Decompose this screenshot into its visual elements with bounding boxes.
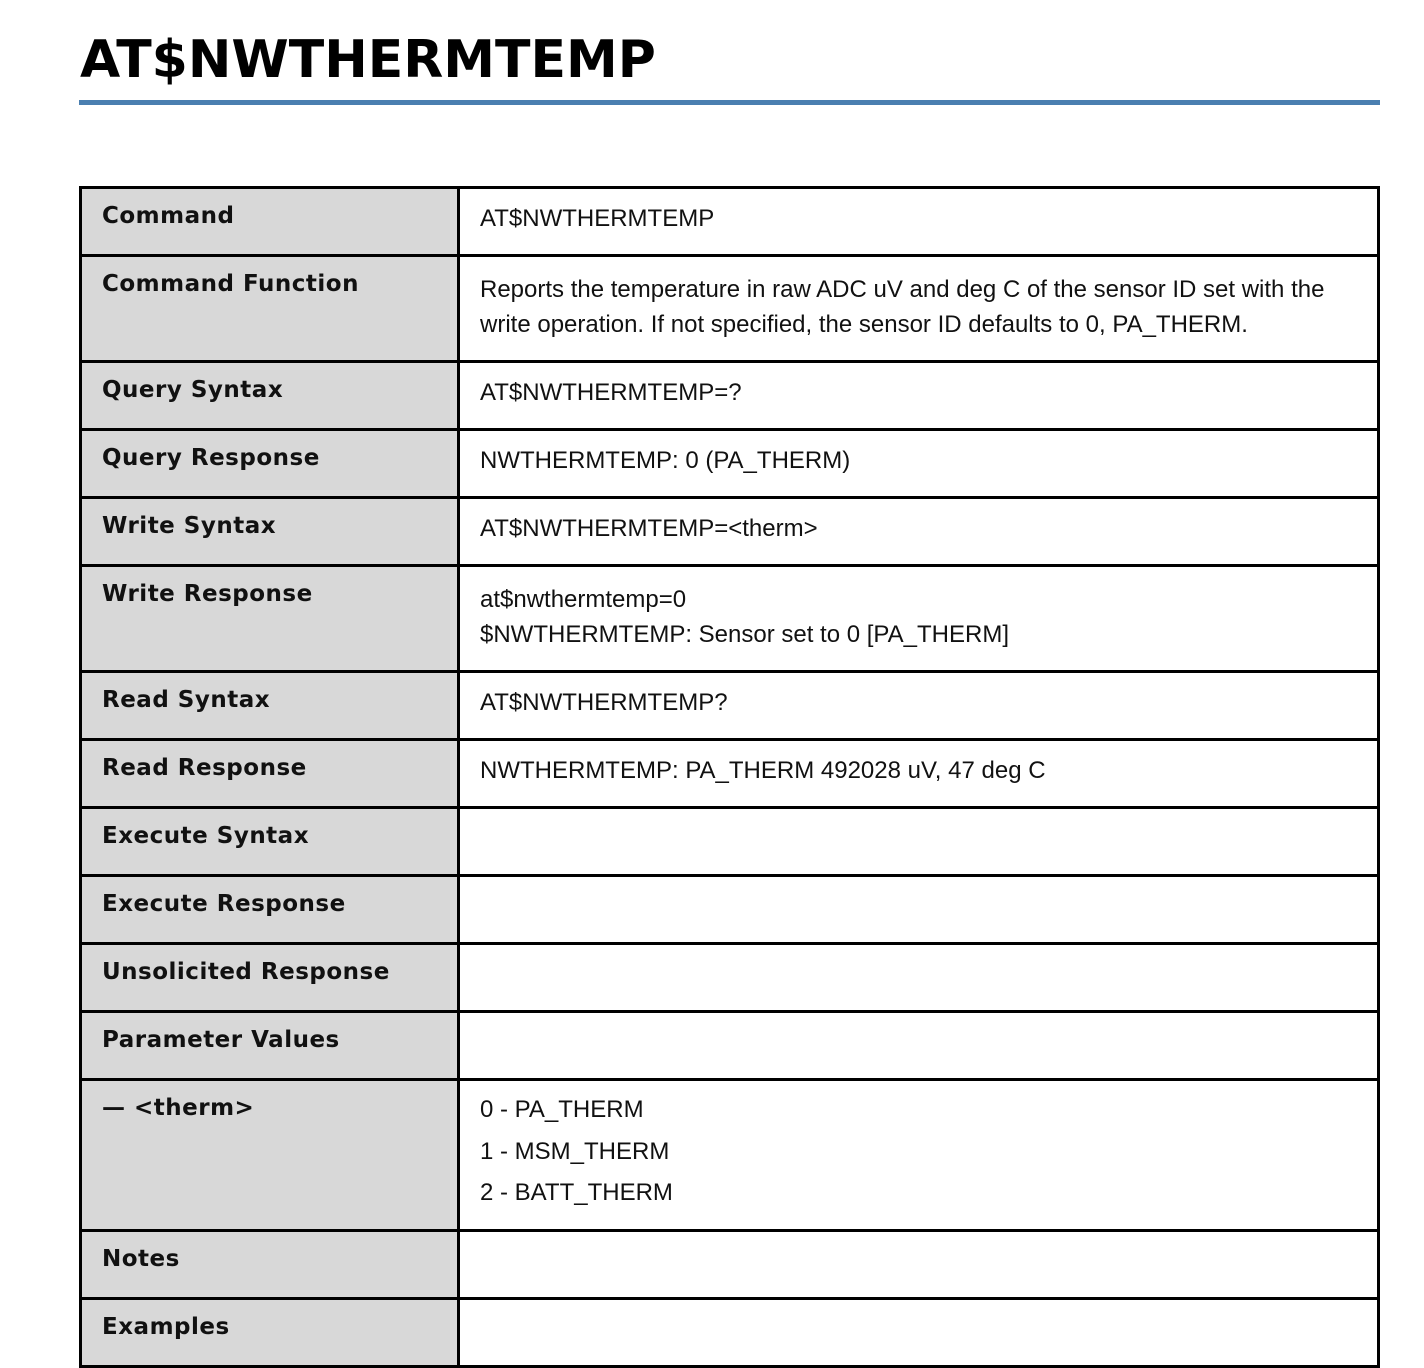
row-label: Execute Response (81, 876, 459, 944)
value-line: NWTHERMTEMP: 0 (PA_THERM) (480, 447, 851, 474)
value-line: at$nwthermtemp=0 (480, 586, 687, 613)
table-row-parameter-values (81, 1012, 1379, 1080)
row-label: Unsolicited Response (81, 944, 459, 1012)
table-row-examples (81, 1299, 1379, 1367)
table-row-command (81, 188, 1379, 256)
value-line: write operation. If not specified, the sensor ID defaults to 0, PA_THERM. (480, 311, 1248, 338)
table-row-execute-syntax (81, 808, 1379, 876)
row-value (459, 430, 1379, 498)
row-label: Write Syntax (81, 498, 459, 566)
title-rule (79, 100, 1380, 105)
row-label: — <therm> (81, 1080, 459, 1231)
param-option: 0 - PA_THERM (480, 1096, 644, 1123)
table-row-query-response (81, 430, 1379, 498)
param-option: 1 - MSM_THERM (480, 1137, 670, 1165)
row-value (459, 740, 1379, 808)
row-value (459, 1299, 1379, 1367)
table-row-read-syntax (81, 672, 1379, 740)
row-label: Notes (81, 1231, 459, 1299)
table-row-therm-parameter (81, 1080, 1379, 1231)
param-option: 2 - BATT_THERM (480, 1179, 673, 1206)
row-value (459, 672, 1379, 740)
value-line: AT$NWTHERMTEMP (480, 205, 715, 232)
value-line: $NWTHERMTEMP: Sensor set to 0 [PA_THERM] (480, 621, 1009, 648)
row-label: Write Response (81, 566, 459, 672)
table-row-read-response (81, 740, 1379, 808)
row-value (459, 944, 1379, 1012)
table-row-query-syntax (81, 362, 1379, 430)
row-label: Execute Syntax (81, 808, 459, 876)
row-label: Parameter Values (81, 1012, 459, 1080)
value-line: AT$NWTHERMTEMP=<therm> (480, 515, 818, 542)
page-title: AT$NWTHERMTEMP (80, 30, 656, 90)
value-line: AT$NWTHERMTEMP=? (480, 379, 742, 406)
table-row-notes (81, 1231, 1379, 1299)
table-row-unsolicited-response (81, 944, 1379, 1012)
table-row-execute-response (81, 876, 1379, 944)
value-line: AT$NWTHERMTEMP? (480, 689, 728, 716)
row-label: Read Syntax (81, 672, 459, 740)
table-row-write-syntax (81, 498, 1379, 566)
table-row-write-response (81, 566, 1379, 672)
row-label: Read Response (81, 740, 459, 808)
row-value (459, 1012, 1379, 1080)
row-label: Query Response (81, 430, 459, 498)
row-value (459, 188, 1379, 256)
row-value (459, 1080, 1379, 1231)
row-label: Command Function (81, 256, 459, 362)
row-value (459, 808, 1379, 876)
table-row-command-function (81, 256, 1379, 362)
value-line: Reports the temperature in raw ADC uV and deg C of the sensor ID set with the (480, 276, 1325, 303)
command-spec-table (79, 186, 1380, 1368)
row-value (459, 498, 1379, 566)
row-value (459, 362, 1379, 430)
row-value (459, 1231, 1379, 1299)
row-label: Examples (81, 1299, 459, 1367)
row-value (459, 876, 1379, 944)
row-value (459, 256, 1379, 362)
row-label: Command (81, 188, 459, 256)
row-label: Query Syntax (81, 362, 459, 430)
value-line: NWTHERMTEMP: PA_THERM 492028 uV, 47 deg C (480, 757, 1046, 784)
row-value (459, 566, 1379, 672)
